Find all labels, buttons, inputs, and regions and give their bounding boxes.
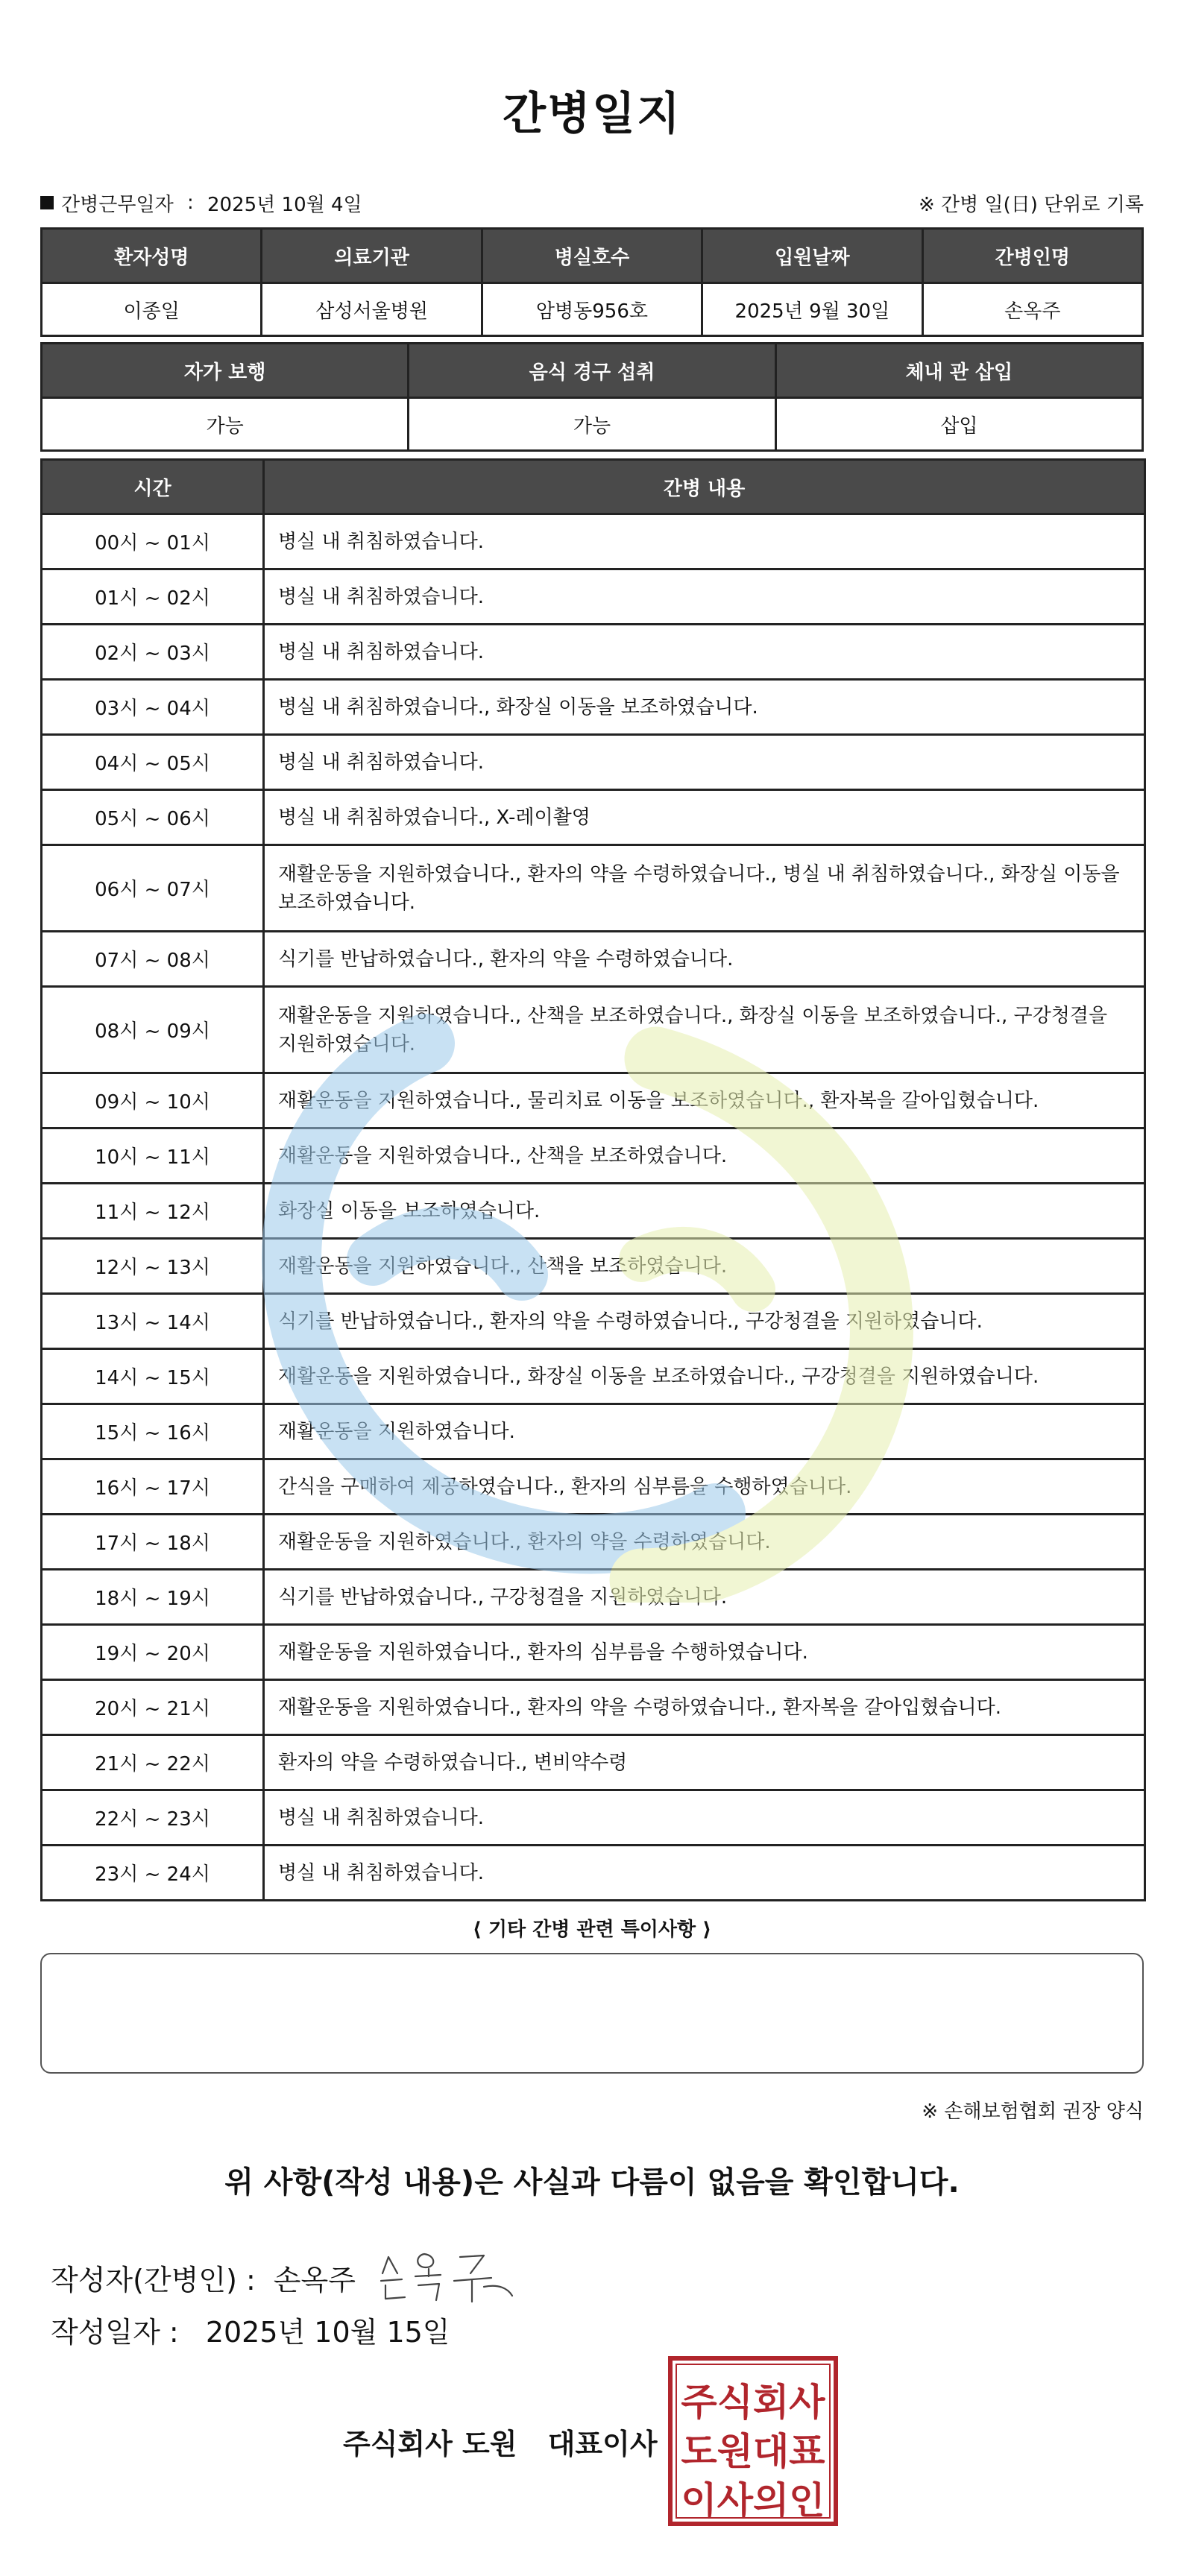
work-date-value: 2025년 10월 4일 — [207, 193, 362, 216]
care-log-row — [42, 1515, 1145, 1570]
care-log-row — [42, 680, 1145, 735]
care-log-content: 재활운동을 지원하였습니다., 산책을 보조하였습니다. — [264, 1128, 1145, 1184]
care-log-row — [42, 1625, 1145, 1680]
care-log-row — [42, 1570, 1145, 1625]
header-self-walking: 자가 보행 — [42, 344, 409, 398]
care-log-content: 재활운동을 지원하였습니다., 물리치료 이동을 보조하였습니다., 환자복을 갈아입혔습니다. — [264, 1073, 1145, 1128]
header-patient-name: 환자성명 — [42, 229, 262, 283]
care-log-row — [42, 1459, 1145, 1515]
care-log-content: 재활운동을 지원하였습니다., 환자의 약을 수령하였습니다., 환자복을 갈아입혔습니다. — [264, 1680, 1145, 1735]
meta-row — [40, 188, 1144, 218]
seal-text-row: 도원대표 — [681, 2430, 825, 2473]
record-unit-note: ※ 간병 일(日) 단위로 기록 — [918, 193, 1144, 216]
hospital-name: 삼성서울병원 — [262, 283, 482, 336]
care-log-row — [42, 932, 1145, 987]
care-log-row — [42, 1184, 1145, 1239]
company-representative-title: 대표이사 — [547, 2428, 658, 2460]
care-log-row — [42, 987, 1145, 1073]
header-time: 시간 — [42, 460, 264, 514]
care-log-body — [42, 514, 1145, 1901]
care-log-content: 간식을 구매하여 제공하였습니다., 환자의 심부름을 수행하였습니다. — [264, 1459, 1145, 1515]
care-log-time: 22시 ~ 23시 — [42, 1790, 264, 1846]
writer-label: 작성자(간병인) : — [51, 2263, 256, 2296]
header-admission-date: 입원날짜 — [702, 229, 922, 283]
work-date — [40, 189, 362, 217]
care-log-row — [42, 514, 1145, 569]
care-log-time: 01시 ~ 02시 — [42, 569, 264, 625]
special-notes-box — [40, 1953, 1144, 2074]
patient-info-table — [40, 227, 1144, 337]
care-log-row — [42, 1349, 1145, 1404]
care-log-time: 17시 ~ 18시 — [42, 1515, 264, 1570]
care-log-row — [42, 790, 1145, 845]
care-log-row — [42, 735, 1145, 790]
header-caregiver-name: 간병인명 — [922, 229, 1142, 283]
care-log-time: 02시 ~ 03시 — [42, 625, 264, 680]
care-log-time: 16시 ~ 17시 — [42, 1459, 264, 1515]
care-log-content: 재활운동을 지원하였습니다. — [264, 1404, 1145, 1459]
written-date-label: 작성일자 : — [51, 2316, 179, 2349]
self-walking-value: 가능 — [42, 398, 409, 451]
care-log-time: 14시 ~ 15시 — [42, 1349, 264, 1404]
admission-date: 2025년 9월 30일 — [702, 283, 922, 336]
care-log-row — [42, 845, 1145, 932]
recommended-form-note: ※ 손해보험협회 권장 양식 — [922, 2100, 1144, 2123]
patient-info-header-row — [42, 229, 1143, 283]
care-log-row — [42, 569, 1145, 625]
care-log-row — [42, 1294, 1145, 1349]
care-log-time: 19시 ~ 20시 — [42, 1625, 264, 1680]
care-log-row — [42, 625, 1145, 680]
care-log-content: 병실 내 취침하였습니다. — [264, 625, 1145, 680]
work-date-label: 간병근무일자 — [61, 193, 174, 216]
care-log-content: 재활운동을 지원하였습니다., 화장실 이동을 보조하였습니다., 구강청결을 지원하였습니다. — [264, 1349, 1145, 1404]
patient-status-table — [40, 342, 1144, 452]
care-log-content: 식기를 반납하였습니다., 환자의 약을 수령하였습니다., 구강청결을 지원하였습니다. — [264, 1294, 1145, 1349]
care-log-time: 12시 ~ 13시 — [42, 1239, 264, 1294]
care-log-time: 18시 ~ 19시 — [42, 1570, 264, 1625]
care-log-content: 재활운동을 지원하였습니다., 환자의 약을 수령하였습니다., 병실 내 취침하였습니다., 화장실 이동을 보조하였습니다. — [264, 845, 1145, 932]
care-log-time: 21시 ~ 22시 — [42, 1735, 264, 1790]
square-bullet-icon — [40, 196, 54, 209]
care-log-content: 병실 내 취침하였습니다., 화장실 이동을 보조하였습니다. — [264, 680, 1145, 735]
care-log-table — [40, 458, 1146, 1901]
writer-name: 손옥주 — [273, 2263, 356, 2296]
care-log-content: 환자의 약을 수령하였습니다., 변비약수령 — [264, 1735, 1145, 1790]
written-date-row — [51, 2309, 450, 2350]
care-log-row — [42, 1735, 1145, 1790]
company-signature-line — [343, 2421, 658, 2462]
caregiver-name: 손옥주 — [922, 283, 1142, 336]
care-log-row — [42, 1128, 1145, 1184]
care-log-time: 10시 ~ 11시 — [42, 1128, 264, 1184]
header-tube-insertion: 체내 관 삽입 — [775, 344, 1142, 398]
care-log-time: 13시 ~ 14시 — [42, 1294, 264, 1349]
special-notes-title: ⟨ 기타 간병 관련 특이사항 ⟩ — [472, 1919, 712, 1941]
status-header-row — [42, 344, 1143, 398]
care-log-content: 재활운동을 지원하였습니다., 산책을 보조하였습니다., 화장실 이동을 보조하였습니다., 구강청결을 지원하였습니다. — [264, 987, 1145, 1073]
care-log-row — [42, 1790, 1145, 1846]
seal-text-row: 주식회사 — [681, 2381, 825, 2424]
care-log-time: 08시 ~ 09시 — [42, 987, 264, 1073]
care-log-time: 00시 ~ 01시 — [42, 514, 264, 569]
care-log-content: 병실 내 취침하였습니다. — [264, 735, 1145, 790]
care-log-content: 병실 내 취침하였습니다. — [264, 569, 1145, 625]
care-log-content: 병실 내 취침하였습니다., X-레이촬영 — [264, 790, 1145, 845]
care-log-header-row — [42, 460, 1145, 514]
patient-info-value-row — [42, 283, 1143, 336]
company-seal-icon — [667, 2355, 839, 2527]
oral-intake-value: 가능 — [409, 398, 775, 451]
header-care-content: 간병 내용 — [264, 460, 1145, 514]
care-log-content: 식기를 반납하였습니다., 환자의 약을 수령하였습니다. — [264, 932, 1145, 987]
care-log-content: 화장실 이동을 보조하였습니다. — [264, 1184, 1145, 1239]
care-log-content: 병실 내 취침하였습니다. — [264, 1790, 1145, 1846]
handwritten-signature-icon — [372, 2244, 521, 2311]
header-room: 병실호수 — [482, 229, 702, 283]
care-log-content: 재활운동을 지원하였습니다., 환자의 심부름을 수행하였습니다. — [264, 1625, 1145, 1680]
care-log-row — [42, 1680, 1145, 1735]
tube-insertion-value: 삽입 — [775, 398, 1142, 451]
care-log-row — [42, 1239, 1145, 1294]
care-log-row — [42, 1073, 1145, 1128]
room-number: 암병동956호 — [482, 283, 702, 336]
care-log-time: 09시 ~ 10시 — [42, 1073, 264, 1128]
writer-row — [51, 2244, 521, 2311]
care-log-row — [42, 1846, 1145, 1901]
care-log-time: 03시 ~ 04시 — [42, 680, 264, 735]
status-value-row — [42, 398, 1143, 451]
care-log-content: 재활운동을 지원하였습니다., 환자의 약을 수령하였습니다. — [264, 1515, 1145, 1570]
care-log-time: 04시 ~ 05시 — [42, 735, 264, 790]
care-log-time: 06시 ~ 07시 — [42, 845, 264, 932]
care-log-content: 식기를 반납하였습니다., 구강청결을 지원하였습니다. — [264, 1570, 1145, 1625]
company-name: 주식회사 도원 — [343, 2428, 517, 2460]
care-log-content: 병실 내 취침하였습니다. — [264, 514, 1145, 569]
page-title: 간병일지 — [503, 88, 681, 140]
care-log-time: 05시 ~ 06시 — [42, 790, 264, 845]
care-log-content: 병실 내 취침하였습니다. — [264, 1846, 1145, 1901]
work-date-colon: : — [180, 192, 200, 214]
care-log-time: 07시 ~ 08시 — [42, 932, 264, 987]
care-log-time: 15시 ~ 16시 — [42, 1404, 264, 1459]
care-log-time: 20시 ~ 21시 — [42, 1680, 264, 1735]
header-hospital: 의료기관 — [262, 229, 482, 283]
seal-text-row: 이사의인 — [681, 2479, 825, 2522]
care-log-time: 23시 ~ 24시 — [42, 1846, 264, 1901]
care-log-content: 재활운동을 지원하였습니다., 산책을 보조하였습니다. — [264, 1239, 1145, 1294]
confirmation-statement: 위 사항(작성 내용)은 사실과 다름이 없음을 확인합니다. — [224, 2165, 960, 2200]
written-date-value: 2025년 10월 15일 — [205, 2316, 450, 2349]
patient-name: 이종일 — [42, 283, 262, 336]
header-oral-intake: 음식 경구 섭취 — [409, 344, 775, 398]
care-log-row — [42, 1404, 1145, 1459]
care-log-time: 11시 ~ 12시 — [42, 1184, 264, 1239]
